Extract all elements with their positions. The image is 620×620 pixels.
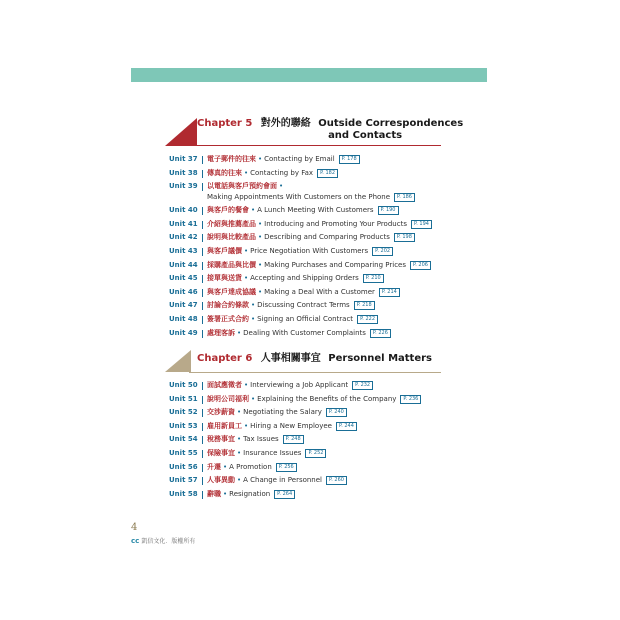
publisher-logo-icon: cc [131, 537, 140, 545]
unit-label: Unit 57 [169, 476, 198, 485]
unit-row[interactable]: Unit 42 說明與比較產品 • Describing and Comparing Products P. 198 [169, 231, 459, 245]
chapter-5-triangle [165, 118, 197, 146]
unit-row[interactable]: Unit 46 與客戶達成協議 • Making a Deal With a Customer P. 214 [169, 286, 459, 300]
chapter-5-unit-list [169, 153, 459, 340]
unit-zh-title: 與客戶的餐會 [207, 206, 249, 215]
chapter-6-zh-title: 人事相關事宜 [260, 353, 321, 364]
page-ref[interactable]: P. 226 [370, 329, 391, 338]
unit-label: Unit 58 [169, 489, 198, 498]
publisher-text: 凱信文化．版權所有 [141, 538, 196, 545]
page-ref[interactable]: P. 178 [339, 155, 360, 164]
page-ref[interactable]: P. 186 [394, 193, 415, 202]
unit-zh-title: 稅務事宜 [207, 435, 235, 444]
chapter-5-number: Chapter 5 [197, 118, 253, 129]
unit-row[interactable]: Unit 57 人事異動 • A Change in Personnel P. 260 [169, 474, 459, 488]
header-band [131, 68, 487, 82]
unit-en-title: Contacting by Email [264, 155, 335, 163]
unit-row[interactable]: Unit 38 傳真的往來 • Contacting by Fax P. 182 [169, 167, 459, 181]
unit-label: Unit 56 [169, 462, 198, 471]
page-ref[interactable]: P. 248 [283, 435, 304, 444]
unit-label: Unit 43 [169, 246, 198, 255]
unit-label: Unit 38 [169, 168, 198, 177]
chapter-6-title [197, 353, 432, 365]
page-ref[interactable]: P. 240 [326, 408, 347, 417]
unit-zh-title: 傳真的往來 [207, 168, 242, 177]
unit-zh-title: 以電話與客戶預約會面 [207, 182, 277, 191]
unit-zh-title: 接單與送貨 [207, 274, 242, 283]
unit-row[interactable]: Unit 39 以電話與客戶預約會面 • Making Appointments With Customers on the Phone P. 186 [169, 180, 459, 204]
page-ref[interactable]: P. 182 [317, 169, 338, 178]
unit-label: Unit 48 [169, 314, 198, 323]
unit-row[interactable]: Unit 45 接單與送貨 • Accepting and Shipping Orders P. 210 [169, 272, 459, 286]
unit-en-title: Interviewing a Job Applicant [250, 381, 349, 389]
page-ref[interactable]: P. 194 [411, 220, 432, 229]
unit-en-title: A Change in Personnel [243, 476, 322, 485]
unit-en-title: Signing an Official Contract [257, 314, 354, 323]
unit-row[interactable]: Unit 53 雇用新員工 • Hiring a New Employee P. 244 [169, 420, 459, 434]
unit-en-title: Contacting by Fax [250, 168, 314, 177]
unit-row[interactable]: Unit 43 與客戶議價 • Price Negotiation With Customers P. 202 [169, 245, 459, 259]
chapter-6-number: Chapter 6 [197, 353, 253, 364]
chapter-5-heading [165, 118, 464, 146]
unit-zh-title: 說明與比較產品 [207, 233, 256, 242]
chapter-5-title [197, 118, 463, 142]
unit-zh-title: 討論合約條款 [207, 301, 249, 310]
unit-en-title: Making Purchases and Comparing Prices [264, 260, 406, 269]
unit-label: Unit 50 [169, 381, 198, 389]
unit-label: Unit 44 [169, 260, 198, 269]
unit-en-title: Making Appointments With Customers on the Phone [207, 193, 391, 202]
unit-row[interactable]: Unit 40 與客戶的餐會 • A Lunch Meeting With Customers P. 190 [169, 204, 459, 218]
unit-row[interactable]: Unit 44 採購產品與比價 • Making Purchases and Comparing Prices P. 206 [169, 259, 459, 273]
chapter-6-en-title: Personnel Matters [328, 353, 433, 364]
unit-label: Unit 41 [169, 219, 198, 228]
page-ref[interactable]: P. 202 [372, 247, 393, 256]
unit-label: Unit 45 [169, 274, 198, 283]
unit-row[interactable]: Unit 54 稅務事宜 • Tax Issues P. 248 [169, 433, 459, 447]
unit-zh-title: 人事異動 [207, 476, 235, 485]
unit-zh-title: 面試應徵者 [207, 381, 242, 389]
unit-row[interactable]: Unit 37 電子郵件的往來 • Contacting by Email P. 178 [169, 153, 459, 167]
unit-zh-title: 與客戶達成協議 [207, 287, 256, 296]
unit-label: Unit 53 [169, 421, 198, 430]
page-ref[interactable]: P. 232 [352, 381, 373, 390]
unit-label: Unit 51 [169, 394, 198, 403]
unit-zh-title: 辭職 [207, 489, 221, 498]
unit-zh-title: 處理客訴 [207, 328, 235, 337]
unit-zh-title: 與客戶議價 [207, 246, 242, 255]
unit-row[interactable]: Unit 49 處理客訴 • Dealing With Customer Complaints P. 226 [169, 327, 459, 341]
unit-row[interactable]: Unit 51 說明公司福利 • Explaining the Benefits of the Company P. 236 [169, 393, 459, 407]
page-ref[interactable]: P. 198 [394, 233, 415, 242]
chapter-6-heading [165, 350, 445, 374]
unit-zh-title: 簽署正式合約 [207, 314, 249, 323]
unit-row[interactable]: Unit 50 面試應徵者 • Interviewing a Job Applicant P. 232 [169, 379, 459, 393]
unit-en-title: A Promotion [229, 462, 272, 471]
chapter-6-triangle [165, 350, 191, 372]
publisher-footer [131, 536, 195, 545]
chapter-6-unit-list [169, 379, 459, 501]
unit-label: Unit 46 [169, 287, 198, 296]
unit-zh-title: 保險事宜 [207, 448, 235, 457]
unit-en-title: Negotiating the Salary [243, 408, 322, 417]
page-ref[interactable]: P. 190 [378, 206, 399, 215]
unit-en-title: Insurance Issues [243, 448, 302, 457]
unit-row[interactable]: Unit 48 簽署正式合約 • Signing an Official Contract P. 222 [169, 313, 459, 327]
unit-label: Unit 55 [169, 448, 198, 457]
unit-zh-title: 交涉薪資 [207, 408, 235, 417]
unit-row[interactable]: Unit 52 交涉薪資 • Negotiating the Salary P. 240 [169, 406, 459, 420]
unit-zh-title: 升遷 [207, 462, 221, 471]
unit-row[interactable]: Unit 55 保險事宜 • Insurance Issues P. 252 [169, 447, 459, 461]
page-ref[interactable]: P. 210 [363, 274, 384, 283]
page-ref[interactable]: P. 244 [336, 422, 357, 431]
page-ref[interactable]: P. 252 [305, 449, 326, 458]
unit-en-title: Making a Deal With a Customer [264, 287, 375, 296]
unit-zh-title: 採購產品與比價 [207, 260, 256, 269]
unit-en-title: Explaining the Benefits of the Company [257, 394, 397, 403]
unit-en-title: Describing and Comparing Products [264, 233, 390, 242]
unit-en-title: A Lunch Meeting With Customers [257, 206, 374, 215]
unit-en-title: Hiring a New Employee [250, 421, 332, 430]
page-number: 4 [131, 522, 138, 533]
page-ref[interactable]: P. 218 [354, 301, 375, 310]
chapter-6-rule [189, 372, 441, 373]
unit-label: Unit 42 [169, 233, 198, 242]
unit-row[interactable]: Unit 41 介紹與推薦產品 • Introducing and Promoting Your Products P. 194 [169, 218, 459, 232]
unit-label: Unit 39 [169, 182, 198, 191]
chapter-5-en-title-line1: Outside Correspondences [318, 118, 464, 129]
unit-label: Unit 54 [169, 435, 198, 444]
chapter-5-en-title-line2: and Contacts [328, 130, 403, 141]
page-ref[interactable]: P. 214 [379, 288, 400, 297]
unit-en-title: Accepting and Shipping Orders [250, 274, 359, 283]
chapter-5-zh-title: 對外的聯絡 [260, 118, 311, 129]
unit-zh-title: 介紹與推薦產品 [207, 219, 256, 228]
unit-en-title: Introducing and Promoting Your Products [264, 219, 407, 228]
page-ref[interactable]: P. 206 [410, 261, 431, 270]
page-ref[interactable]: P. 264 [274, 490, 295, 499]
unit-row[interactable]: Unit 58 辭職 • Resignation P. 264 [169, 488, 459, 502]
unit-zh-title: 電子郵件的往來 [207, 155, 256, 163]
unit-row[interactable]: Unit 47 討論合約條款 • Discussing Contract Terms P. 218 [169, 299, 459, 313]
chapter-5-rule [195, 145, 441, 146]
unit-en-title: Discussing Contract Terms [257, 301, 350, 310]
unit-zh-title: 雇用新員工 [207, 421, 242, 430]
unit-label: Unit 40 [169, 206, 198, 215]
unit-zh-title: 說明公司福利 [207, 394, 249, 403]
page-ref[interactable]: P. 260 [326, 476, 347, 485]
unit-label: Unit 47 [169, 301, 198, 310]
unit-label: Unit 49 [169, 328, 198, 337]
unit-label: Unit 37 [169, 155, 198, 163]
unit-label: Unit 52 [169, 408, 198, 417]
unit-en-title: Resignation [229, 489, 271, 498]
page-ref[interactable]: P. 256 [276, 463, 297, 472]
unit-en-title: Price Negotiation With Customers [250, 246, 369, 255]
page-ref[interactable]: P. 222 [357, 315, 378, 324]
page-ref[interactable]: P. 236 [400, 395, 421, 404]
unit-en-title: Dealing With Customer Complaints [243, 328, 366, 337]
unit-row[interactable]: Unit 56 升遷 • A Promotion P. 256 [169, 461, 459, 475]
unit-en-title: Tax Issues [243, 435, 279, 444]
